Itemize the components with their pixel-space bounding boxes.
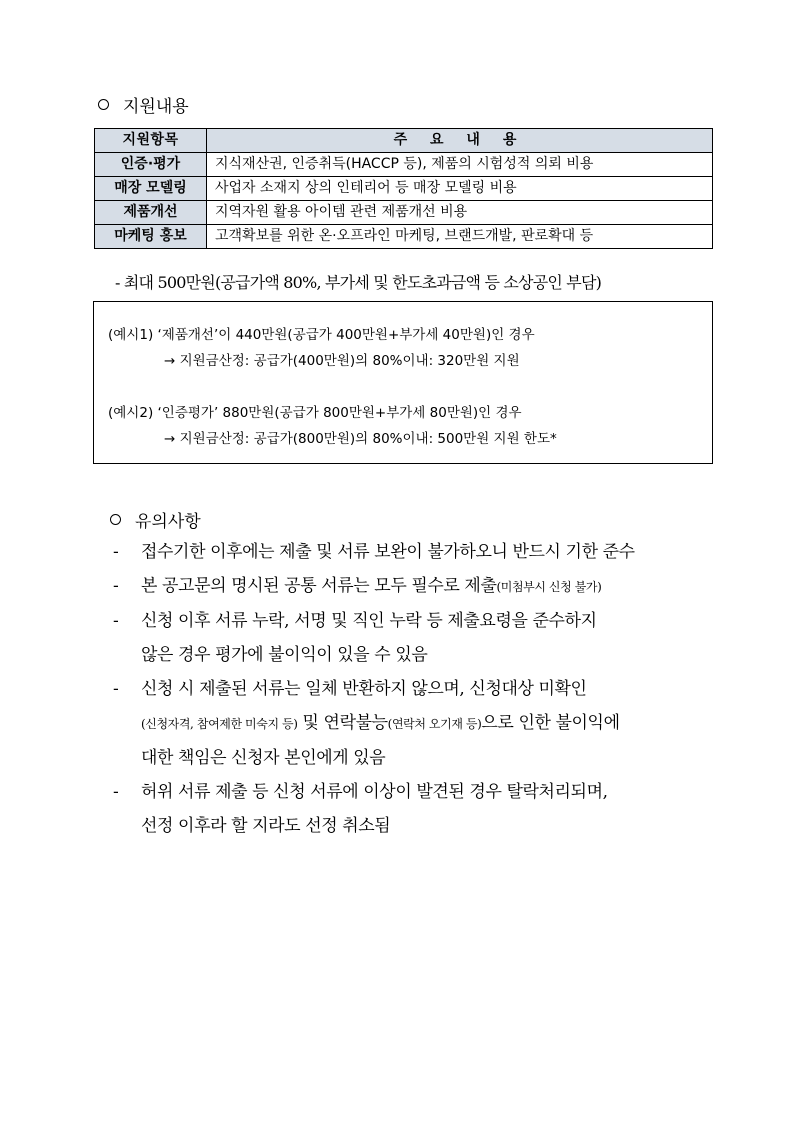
circle-bullet-icon xyxy=(98,99,109,110)
table-cell-item: 인증·평가 xyxy=(95,153,207,177)
max-amount-note: - 최대 500만원(공급가액 80%, 부가세 및 한도초과금액 등 소상공인 부담) xyxy=(115,273,602,292)
note-text: 및 연락불능 xyxy=(297,713,388,733)
dash-bullet: - xyxy=(113,782,119,802)
circle-bullet-icon xyxy=(110,514,121,525)
table-header-content: 주 요 내 용 xyxy=(207,129,713,153)
table-header-item: 지원항목 xyxy=(95,129,207,153)
list-item xyxy=(113,604,723,672)
table-cell-content: 지역자원 활용 아이템 관련 제품개선 비용 xyxy=(207,201,713,225)
note-text-mixed xyxy=(141,706,723,741)
section-title: 유의사항 xyxy=(135,512,201,532)
dash-bullet: - xyxy=(113,542,119,562)
example-2-line-2: → 지원금산정: 공급가(800만원)의 80%이내: 500만원 지원 한도* xyxy=(164,431,557,447)
note-text: 허위 서류 제출 등 신청 서류에 이상이 발견된 경우 탈락처리되며, xyxy=(141,782,608,802)
note-text: 신청 이후 서류 누락, 서명 및 직인 누락 등 제출요령을 준수하지 xyxy=(141,611,597,631)
table-cell-item: 마케팅 홍보 xyxy=(95,225,207,249)
dash-bullet: - xyxy=(113,611,119,631)
note-text: 선정 이후라 할 지라도 선정 취소됨 xyxy=(141,816,391,836)
support-table xyxy=(94,128,713,249)
table-cell-item: 매장 모델링 xyxy=(95,177,207,201)
note-small-text: (연락처 오기재 등) xyxy=(387,717,482,731)
note-text: 신청 시 제출된 서류는 일체 반환하지 않으며, 신청대상 미확인 xyxy=(141,679,587,699)
table-row xyxy=(95,201,713,225)
example-box xyxy=(93,301,713,464)
table-row xyxy=(95,153,713,177)
list-item xyxy=(113,672,723,775)
list-item xyxy=(113,775,723,843)
section-title: 지원내용 xyxy=(123,97,189,117)
section-heading-notes xyxy=(110,507,201,532)
list-item xyxy=(113,535,723,569)
table-row xyxy=(95,177,713,201)
table-cell-content: 고객확보를 위한 온·오프라인 마케팅, 브랜드개발, 판로확대 등 xyxy=(207,225,713,249)
table-cell-item: 제품개선 xyxy=(95,201,207,225)
note-small-text: (신청자격, 참여제한 미숙지 등) xyxy=(141,717,298,731)
note-small-text: (미첨부시 신청 불가) xyxy=(496,580,602,594)
example-2-line-1: (예시2) ‘인증평가’ 880만원(공급가 800만원+부가세 80만원)인 경우 xyxy=(108,405,522,421)
dash-bullet: - xyxy=(113,576,119,596)
table-header-row xyxy=(95,129,713,153)
list-item xyxy=(113,569,723,604)
table-row xyxy=(95,225,713,249)
table-cell-content: 사업자 소재지 상의 인테리어 등 매장 모델링 비용 xyxy=(207,177,713,201)
note-text: 대한 책임은 신청자 본인에게 있음 xyxy=(141,748,386,768)
section-heading-support xyxy=(98,92,189,117)
example-1-line-1: (예시1) ‘제품개선’이 440만원(공급가 400만원+부가세 40만원)인 경우 xyxy=(108,327,535,343)
note-text: 본 공고문의 명시된 공통 서류는 모두 필수로 제출 xyxy=(141,576,497,596)
note-text: 접수기한 이후에는 제출 및 서류 보완이 불가하오니 반드시 기한 준수 xyxy=(141,542,635,562)
note-text: 으로 인한 불이익에 xyxy=(481,713,620,733)
notes-list xyxy=(113,535,723,843)
example-1-line-2: → 지원금산정: 공급가(400만원)의 80%이내: 320만원 지원 xyxy=(164,353,520,369)
dash-bullet: - xyxy=(113,679,119,699)
note-text: 않은 경우 평가에 불이익이 있을 수 있음 xyxy=(141,645,428,665)
table-cell-content: 지식재산권, 인증취득(HACCP 등), 제품의 시험성적 의뢰 비용 xyxy=(207,153,713,177)
